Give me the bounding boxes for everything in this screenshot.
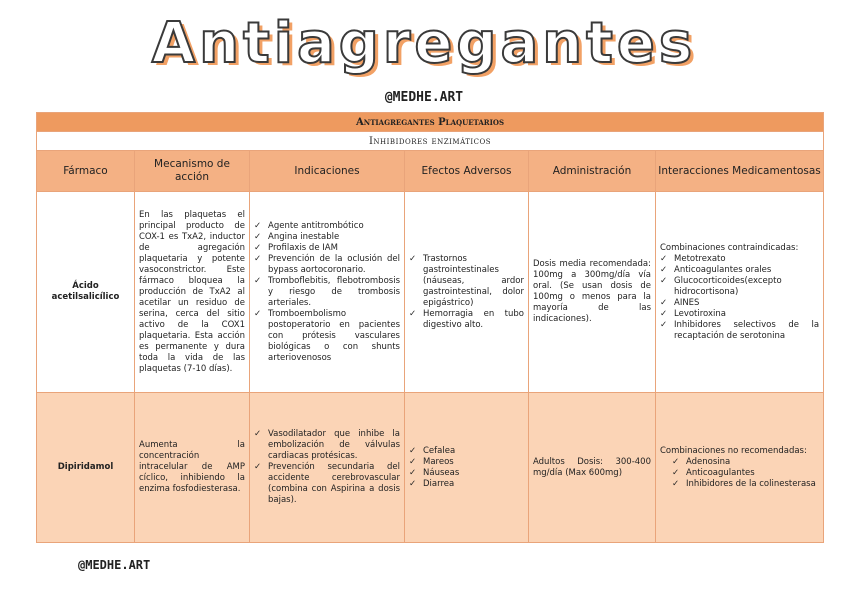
drug-table	[36, 112, 824, 543]
interactions-intro: Combinaciones contraindicadas:	[660, 242, 799, 253]
indications-cell	[250, 393, 405, 543]
table-row	[37, 192, 824, 393]
list-item: ✓ Náuseas	[409, 468, 524, 479]
adverse-effects-cell	[405, 192, 529, 393]
column-header: Administración	[529, 151, 656, 192]
administration-cell: Dosis media recomendada: 100mg a 300mg/día vía oral. (Se usan dosis de 100mg o menos para la mayoría de las indicaciones).	[529, 192, 656, 393]
list-item: ✓ Angina inestable	[254, 232, 400, 243]
adverse-effects-cell	[405, 393, 529, 543]
interactions-cell	[656, 393, 824, 543]
list-item: ✓ Trastornos gastrointestinales (náuseas, ardor gastrointestinal, dolor epigástrico)	[409, 254, 524, 309]
section-title: Antiagregantes Plaquetarios	[37, 113, 824, 132]
subsection-title: Inhibidores enzimáticos	[37, 132, 824, 151]
list-item: ✓ Tromboembolismo postoperatorio en pacientes con prótesis vasculares biológicas o con shunts arteriovenosos	[254, 309, 400, 364]
list-item: ✓ Diarrea	[409, 479, 524, 490]
column-header: Mecanismo de acción	[135, 151, 250, 192]
list-item: ✓ Mareos	[409, 457, 524, 468]
administration-cell: Adultos Dosis: 300-400 mg/día (Max 600mg)	[529, 393, 656, 543]
list-item: ✓ Levotiroxina	[660, 309, 819, 320]
list-item: ✓ Agente antitrombótico	[254, 221, 400, 232]
column-header: Efectos Adversos	[405, 151, 529, 192]
list-item: ✓ Inhibidores selectivos de la recaptación de serotonina	[660, 320, 819, 342]
list-item: ✓ Glucocorticoides(excepto hidrocortisona)	[660, 276, 819, 298]
list-item: ✓ Tromboflebitis, flebotrombosis y riesgo de trombosis arteriales.	[254, 276, 400, 309]
section-header-row	[37, 113, 824, 132]
list-item: ✓ Prevención de la oclusión del bypass aortocoronario.	[254, 254, 400, 276]
column-header-row	[37, 151, 824, 192]
mechanism-cell: En las plaquetas el principal producto de COX-1 es TxA2, inductor de agregación plaquetaria y potente vasoconstrictor. Este fármaco bloquea la producción de TxA2 al acetilar un residuo de serina, cerca del sitio activo de la COX1 plaquetaria. Esta acción es permanente y dura toda la vida de las plaquetas (7-10 días).	[135, 192, 250, 393]
drug-name: Dipiridamol	[37, 393, 135, 543]
column-header: Fármaco	[37, 151, 135, 192]
list-item: ✓ Vasodilatador que inhibe la embolización de válvulas cardiacas protésicas.	[254, 429, 400, 462]
list-item: ✓ Cefalea	[409, 446, 524, 457]
table-row	[37, 393, 824, 543]
interactions-cell	[656, 192, 824, 393]
list-item: ✓ Hemorragia en tubo digestivo alto.	[409, 309, 524, 331]
list-item: ✓ Anticoagulantes	[672, 468, 819, 479]
list-item: ✓ Prevención secundaria del accidente cerebrovascular (combina con Aspirina a dosis bajas).	[254, 462, 400, 506]
list-item: ✓ Adenosina	[672, 457, 819, 468]
drug-name: Ácido acetilsalicílico	[37, 192, 135, 393]
author-handle-top: @MEDHE.ART	[384, 90, 464, 105]
author-handle-bottom: @MEDHE.ART	[78, 558, 151, 572]
title-text: Antiagregantes	[151, 11, 697, 76]
page-title	[0, 12, 848, 76]
subsection-header-row	[37, 132, 824, 151]
list-item: ✓ Anticoagulantes orales	[660, 265, 819, 276]
mechanism-cell: Aumenta la concentración intracelular de AMP cíclico, inhibiendo la enzima fosfodiesterasa.	[135, 393, 250, 543]
column-header: Interacciones Medicamentosas	[656, 151, 824, 192]
column-header: Indicaciones	[250, 151, 405, 192]
list-item: ✓ Profilaxis de IAM	[254, 243, 400, 254]
list-item: ✓ Inhibidores de la colinesterasa	[672, 479, 819, 490]
interactions-intro: Combinaciones no recomendadas:	[660, 445, 807, 456]
list-item: ✓ Metotrexato	[660, 254, 819, 265]
list-item: ✓ AINES	[660, 298, 819, 309]
indications-cell	[250, 192, 405, 393]
